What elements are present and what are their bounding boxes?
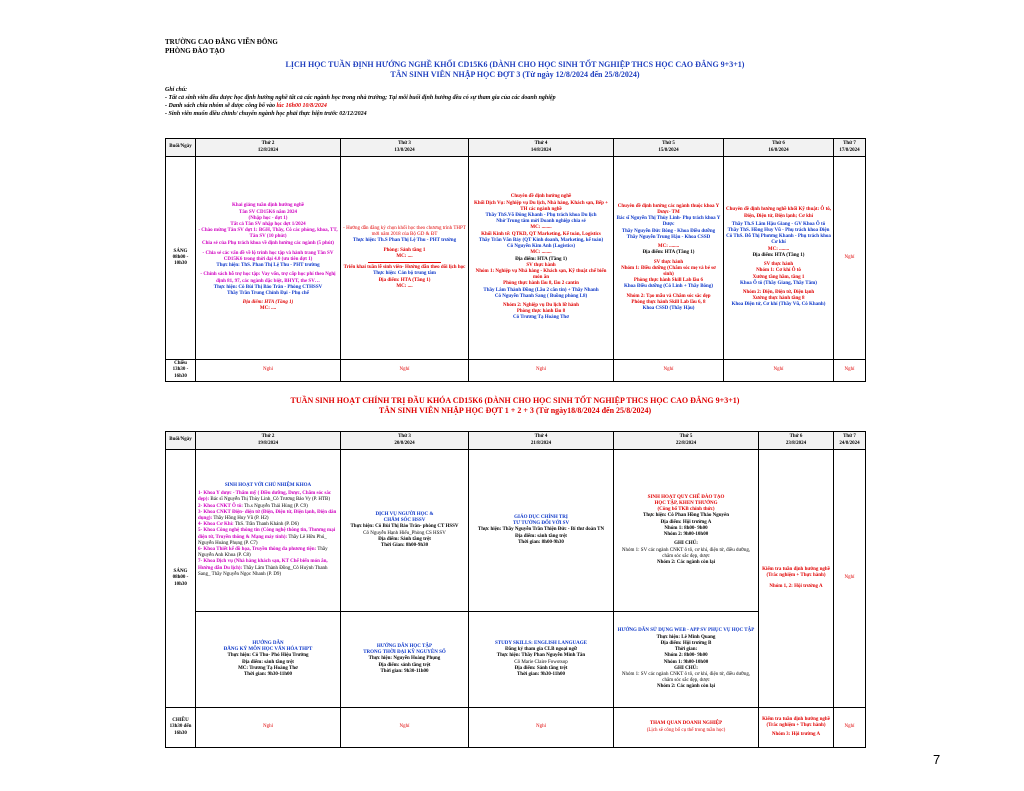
table1-afternoon-cell: Nghỉ: [196, 360, 341, 382]
table2-day-fri: Thứ 6 23/8/2024: [759, 432, 834, 450]
table1-sat-morning: Nghỉ: [834, 157, 866, 360]
table2-tue-morning-2: HƯỚNG DẪN HỌC TẬP TRONG THỜI ĐẠI KỸ NGUYÊN SỐ Thực hiện: Nguyễn Hoàng Phụng Địa điểm: sảnh tầng trệt Thời gian: 9h30-11h00: [341, 612, 469, 708]
table1-day-tue: Thứ 3 13/8/2024: [341, 139, 469, 157]
table1-corner: Buổi/Ngày: [166, 139, 196, 157]
table2-sat-morning: Nghỉ: [834, 450, 866, 708]
table2-mon-morning-2: HƯỚNG DẪN ĐĂNG KÝ MÔN HỌC VĂN HÓA THPT Thực hiện: Cô Thu- Phó Hiệu Trưởng Địa điểm: sảnh tầng trệt MC: Trương Tạ Hoàng Thơ Thời gian: 9h30-11h00: [196, 612, 341, 708]
table1-afternoon-cell: Nghỉ: [469, 360, 614, 382]
table2-header-row: [166, 432, 866, 450]
table1-afternoon-cell: Nghỉ: [614, 360, 724, 382]
page-number: 7: [933, 752, 941, 767]
table2-afternoon-fri: Kiểm tra tuần định hướng nghề (Trắc nghiệm + Thực hành) Nhóm 3: Hội trường A: [759, 708, 834, 748]
table2-day-sat: Thứ 7 24/8/2024: [834, 432, 866, 450]
doc-header: [165, 38, 278, 56]
school-name: TRƯỜNG CAO ĐẲNG VIỄN ĐÔNG: [165, 38, 278, 46]
table1-header-row: [166, 139, 866, 157]
notes: [165, 86, 865, 118]
table2-fri-morning: Kiểm tra tuần định hướng nghề (Trắc nghiệm + Thực hành) Nhóm 1, 2: Hội trường A: [759, 450, 834, 708]
table2-afternoon-thu: THAM QUAN DOANH NGHIỆP (Lịch sẽ công bố cụ thể trong tuần học): [614, 708, 759, 748]
table1-fri-morning: Chuyên đề định hướng nghề khối Kỹ thuật: Ô tô, Điện, Điện tử, Điện lạnh; Cơ khí Thầy Th.S Lâm Hậu Giang - GV Khoa Ô tô Thầy ThS. Hồng Huy Vũ - Phụ trách khoa Điện Cô ThS. Đỗ Thị Phương Khanh - Phụ trách khoa Cơ khí MC: ........ Địa điểm: HTA (Tầng 1) SV thực hành Nhóm 1: Cơ khí Ô tô Xưởng tầng hầm, tầng 1 Khoa Ô tô (Thầy Giang, Thầy Tâm) Nhóm 2: Điện, Điện tử, Điện lạnh Xưởng thực hành tầng 8 Khoa Điện tử, Cơ khí (Thầy Vũ, Cô Khanh): [724, 157, 834, 360]
table1-morning-label: SÁNG 08h00 - 10h30: [166, 157, 196, 360]
table2-afternoon-mon: Nghỉ: [196, 708, 341, 748]
table1-afternoon-cell: Nghỉ: [341, 360, 469, 382]
note-1: - Tất cả sinh viên đều được học định hướng nghề tất cả các ngành học trong nhà trường; Tại mỗi buổi định hướng đều có sự tham gia của các doanh nghiệp: [165, 95, 556, 101]
table2-day-wed: Thứ 4 21/8/2024: [469, 432, 614, 450]
table1-afternoon-cell: Nghỉ: [834, 360, 866, 382]
schedule-table-1: [165, 138, 866, 382]
section1-title-line2: TÂN SINH VIÊN NHẬP HỌC ĐỢT 3 (Từ ngày 12/8/2024 đến 25/8/2024): [390, 70, 640, 79]
section2-title: [165, 396, 865, 416]
table1-afternoon-row: [166, 360, 866, 382]
table2-thu-morning-1: SINH HOẠT QUY CHẾ ĐÀO TẠO HỌC TẬP, KHEN THƯỞNG (Công bố TKB chính thức) Thực hiện: Cô Phan Hồng Thảo Nguyên Địa điểm: Hội trường A Nhóm 1: 8h00- 9h00 Nhóm 2: 9h00-10h00 GHI CHÚ: Nhóm 1: SV các ngành CNKT ô tô, cơ khí, điện tử, điều dưỡng, chăm sóc sắc đẹp, dược Nhóm 2: Các ngành còn lại: [614, 450, 759, 612]
table2-afternoon-label: CHIỀU 13h30 đến 16h30: [166, 708, 196, 748]
table2-day-tue: Thứ 3 20/8/2024: [341, 432, 469, 450]
table2-morning-row-1: [166, 450, 866, 612]
note-2: [165, 102, 865, 110]
table1-day-wed: Thứ 4 14/8/2024: [469, 139, 614, 157]
department-name: PHÒNG ĐÀO TẠO: [165, 47, 225, 55]
table1-morning-row: [166, 157, 866, 360]
notes-label: Ghi chú:: [165, 87, 188, 93]
table1-day-sat: Thứ 7 17/8/2024: [834, 139, 866, 157]
table2-afternoon-row: [166, 708, 866, 748]
section1-title-line1: LỊCH HỌC TUẦN ĐỊNH HƯỚNG NGHỀ KHỐI CD15K6 (DÀNH CHO HỌC SINH TỐT NGHIỆP THCS HỌC CAO ĐẲNG 9+3+1): [285, 60, 745, 69]
table2-tue-morning-1: DỊCH VỤ NGƯỜI HỌC & CHĂM SÓC HSSV Thực hiện: Cô Bùi Thị Bảo Trân- phòng CT HSSV Cô Nguyễn Hạnh Hiếu_Phòng CS HSSV Địa điểm: Sảnh tầng trệt Thời Gian: 8h00-9h30: [341, 450, 469, 612]
table2-day-thu: Thứ 5 22/8/2024: [614, 432, 759, 450]
table2-thu-morning-2: HƯỚNG DẪN SỬ DỤNG WEB - APP SV PHỤC VỤ HỌC TẬP Thực hiện: Lê Minh Quang Địa điểm: Hội trường B Thời gian: Nhóm 2: 8h00- 9h00 Nhóm 1: 9h00-10h00 GHI CHÚ: Nhóm 1: SV các ngành CNKT ô tô, cơ khí, điện tử, điều dưỡng, chăm sóc sắc đẹp, dược Nhóm 2: Các ngành còn lại: [614, 612, 759, 708]
table1-afternoon-cell: Nghỉ: [724, 360, 834, 382]
note-2-date: lúc 16h00 10/8/2024: [276, 103, 327, 109]
table1-tue-morning: - Hướng dẫn đăng ký chọn khối học theo chương trình THPT mới năm 2018 của Bộ GD & ĐT Thực hiện: Th.S Phan Thị Lệ Thu - PHT trường Phòng: Sảnh tầng 1 MC: .... Triển khai tuần lễ sinh viên- Hướng dẫn theo dõi lịch học Thực hiện: Cán bộ trung tâm Địa điểm: HTA (Tầng 1) MC: ....: [341, 157, 469, 360]
table1-thu-morning: Chuyên đề định hướng các ngành thuộc khoa Y Dược- TM Bác sĩ Nguyễn Thị Thùy Linh- Phụ trách khoa Y Dược Thầy Nguyễn Đức Bông - Khoa Điều dưỡng Thầy Nguyễn Trung Hậu - Khoa CSSD MC: ........ Địa điểm: HTA (Tầng 1) SV thực hành Nhóm 1: Điều dưỡng (Chăm sóc mẹ và bé sơ sinh) Phòng thực hành Skill Lab lầu 6 Khoa Điều dưỡng (Cô Linh + Thầy Bông) Nhóm 2: Tạo mẫu và Chăm sóc sắc đẹp Phòng thực hành Skill Lab lầu 6, 8 Khoa CSSD (Thầy Hậu): [614, 157, 724, 360]
table1-day-mon: Thứ 2 12/8/2024: [196, 139, 341, 157]
table2-afternoon-wed: Nghỉ: [469, 708, 614, 748]
table1-mon-morning: Khai giảng tuần định hướng nghề Tân SV CD15K6 năm 2024 (Nhập học - đợt 1) Tất cả Tân SV nhập học đợt 1/2024 - Chào mừng Tân SV đợt 1: BGH, Thầy, Cô các phòng, khoa, TT, Tân SV (10 phút) Chia sẻ của Phụ trách khoa về định hướng các ngành (5 phút) - Chia sẻ các vấn đề về lộ trình học tập và hành trang Tân SV CD15K6 trong thời đại 4.0 (ưu tiên đợt 1) Thực hiện: ThS. Phan Thị Lệ Thu - PHT trường - Chính sách hỗ trợ học tập: Vay vốn, trợ cấp học phí theo Nghị định 81, 97, các ngành đặc biệt, BHYT, the SV… Thực hiện: Cô Bùi Thị Bảo Trân - Phòng CTHSSV Thầy Trần Trung Chính Đại - Phụ chế Địa điểm: HTA (Tầng 1) MC: ....: [196, 157, 341, 360]
table2-wed-morning-1: GIÁO DỤC CHÍNH TRỊ TƯ TƯỞNG ĐỐI VỚI SV Thực hiện: Thầy Nguyễn Trần Thiện Đức - Bí thư đoàn TN Địa điểm: sảnh tầng trệt Thời gian: 8h00-9h30: [469, 450, 614, 612]
table2-corner: Buổi/Ngày: [166, 432, 196, 450]
table1-afternoon-label: Chiều 13h30 - 16h30: [166, 360, 196, 382]
table2-afternoon-tue: Nghỉ: [341, 708, 469, 748]
table2-morning-label: SÁNG 08h00 - 10h30: [166, 450, 196, 708]
table1-wed-morning: Chuyên đề định hướng nghề Khối Dịch Vụ: Nghiệp vụ Du lịch, Nhà hàng, Khách sạn, Bếp + TH các ngành nghề Thầy ThS.Võ Đông Khanh - Phụ trách khoa Du lịch Nhờ Trung tâm mời Doanh nghiệp chia sẻ MC: ........ Khối Kinh tế: QTKD, QT Marketing, Kế toán, Logistics Thầy Trần Văn Bảy (QT Kinh doanh, Marketing, kế toán) Cô Nguyễn Kim Anh (Logistics) MC: ........ Địa điểm: HTA (Tầng 1) SV thực hành Nhóm 1: Nghiệp vụ Nhà hàng - Khách sạn, Kỹ thuật chế biến món ăn Phòng thực hành lầu 8, lầu 2 cantin Thầy Lâm Thành Đồng (Lầu 2 căn tin) + Thầy Nhanh Cô Nguyễn Thanh Sang ( Buồng phòng L8) Nhóm 2: Nghiệp vụ Du lịch lữ hành Phòng thực hành lầu 8 Cô Trương Tạ Hoàng Thơ: [469, 157, 614, 360]
section2-title-line2: TÂN SINH VIÊN NHẬP HỌC ĐỢT 1 + 2 + 3 (Từ ngày18/8/2024 đến 25/8/2024): [378, 406, 652, 415]
table2-wed-morning-2: STUDY SKILLS: ENGLISH LANGUAGE Đăng ký tham gia CLB ngoại ngữ Thực hiện: Thầy Phan Nguyễn Minh Tân Cô Marie Claire Fowotsop Địa điểm: Sảnh tầng trệt Thời gian: 9h30-11h00: [469, 612, 614, 708]
table2-mon-morning-1: SINH HOẠT VỚI CHỦ NHIỆM KHOA 1- Khoa Y dược - Thẩm mỹ ( Điều dưỡng, Dược, Chăm sóc sắc đẹp): Bác sĩ Nguyễn Thị Thùy Linh_Cô Trương Bảo Vy (P. HTB) 2- Khoa CNKT Ô tô: Th.s Nguyễn Thái Hùng (P. C9) 3- Khoa CNKT Điện- điện tử (Điện, Điện tử, Điện lạnh, Điện dân dụng): Thầy Hồng Huy Vũ (P. H2) 4- Khoa Cơ Khí: ThS. Trần Thanh Khánh (P. D6) 5- Khoa Công nghệ thông tin (Công nghệ thông tin, Thương mại điện tử, Truyền thông & Mạng máy tính): Thầy Lê Hữu Phú_ Nguyễn Hoàng Phụng (P. C7) 6- Khoa Thiết kế đồ họa, Truyền thông đa phương tiện: Thầy Nguyễn Anh Khoa (P. C8) 7- Khoa Dịch vụ (Nhà hàng khách sạn, KT Chế biến món ăn, Hướng dẫn Du lịch): Thầy Lâm Thành Đồng_Cô Huỳnh Thanh Sang_ Thầy Nguyễn Ngọc Nhanh (P. D9): [196, 450, 341, 612]
table2-afternoon-sat: Nghỉ: [834, 708, 866, 748]
schedule-table-2: [165, 431, 866, 748]
section2-title-line1: TUẦN SINH HOẠT CHÍNH TRỊ ĐẦU KHÓA CD15K6 (DÀNH CHO HỌC SINH TỐT NGHIỆP THCS HỌC CAO ĐẲNG 9+3+1): [290, 396, 740, 405]
table2-day-mon: Thứ 2 19/8/2024: [196, 432, 341, 450]
section1-title: [165, 60, 865, 80]
table1-day-fri: Thứ 6 16/8/2024: [724, 139, 834, 157]
note-2-text: - Danh sách chia nhóm sẽ được công bố vào: [165, 103, 277, 109]
note-3: - Sinh viên muốn điều chỉnh/ chuyển ngành học phải thực hiện trước 02/12/2024: [165, 111, 367, 117]
table1-day-thu: Thứ 5 15/8/2024: [614, 139, 724, 157]
